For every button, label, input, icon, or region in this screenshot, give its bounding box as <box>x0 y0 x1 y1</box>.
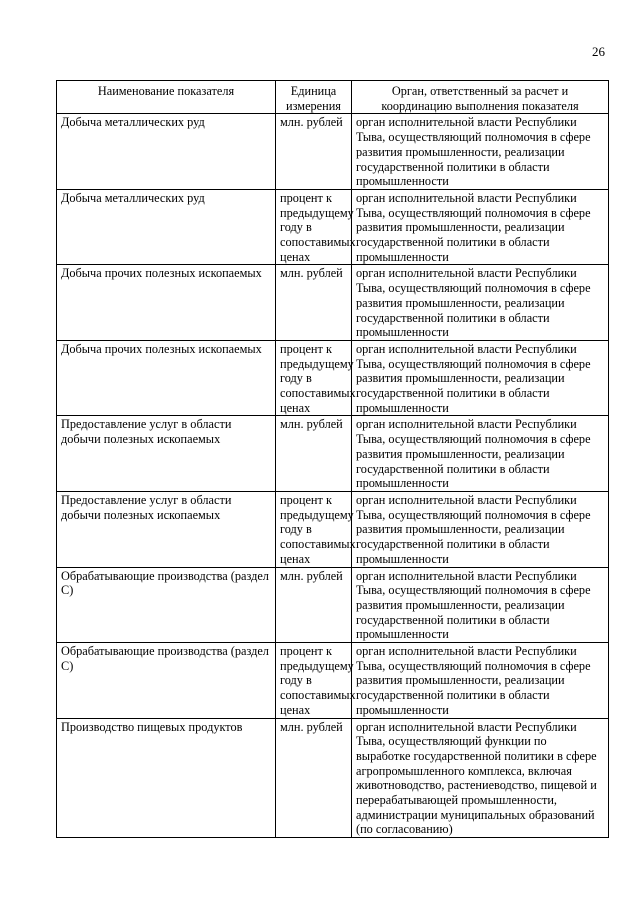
table-row <box>57 491 609 567</box>
unit-cell: млн. рублей <box>276 265 352 341</box>
table-row <box>57 567 609 643</box>
table-row <box>57 114 609 190</box>
header-indicator-name: Наименование показателя <box>57 81 276 114</box>
unit-cell: процент к предыдущему году в сопоставимых ценах <box>276 189 352 265</box>
unit-cell: процент к предыдущему году в сопоставимых ценах <box>276 643 352 719</box>
indicator-name-cell: Обрабатывающие производства (раздел С) <box>57 567 276 643</box>
indicator-name-cell: Добыча металлических руд <box>57 189 276 265</box>
organ-cell: орган исполнительной власти Республики Тыва, осуществляющий полномочия в сфере развития промышленности, реализации государственной политики в области промышленности <box>352 567 609 643</box>
page-number: 26 <box>592 44 605 59</box>
unit-cell: млн. рублей <box>276 567 352 643</box>
organ-cell: орган исполнительной власти Республики Тыва, осуществляющий полномочия в сфере развития промышленности, реализации государственной политики в области промышленности <box>352 114 609 190</box>
organ-cell: орган исполнительной власти Республики Тыва, осуществляющий полномочия в сфере развития промышленности, реализации государственной политики в области промышленности <box>352 491 609 567</box>
unit-cell: млн. рублей <box>276 114 352 190</box>
indicator-name-cell: Добыча прочих полезных ископаемых <box>57 265 276 341</box>
unit-cell: млн. рублей <box>276 718 352 838</box>
indicators-table <box>56 80 609 838</box>
organ-cell: орган исполнительной власти Республики Тыва, осуществляющий полномочия в сфере развития промышленности, реализации государственной политики в области промышленности <box>352 189 609 265</box>
indicator-name-cell: Добыча прочих полезных ископаемых <box>57 340 276 416</box>
unit-cell: процент к предыдущему году в сопоставимых ценах <box>276 340 352 416</box>
organ-cell: орган исполнительной власти Республики Тыва, осуществляющий функции по выработке государственной политики в сфере агропромышленного комплекса, включая животноводство, растениеводство, пищевой и перерабатывающей промышленности, администрации муниципальных образований (по согласованию) <box>352 718 609 838</box>
table-row <box>57 718 609 838</box>
organ-cell: орган исполнительной власти Республики Тыва, осуществляющий полномочия в сфере развития промышленности, реализации государственной политики в области промышленности <box>352 643 609 719</box>
indicator-name-cell: Предоставление услуг в области добычи полезных ископаемых <box>57 416 276 492</box>
table-header-row <box>57 81 609 114</box>
table-row <box>57 189 609 265</box>
indicator-name-cell: Добыча металлических руд <box>57 114 276 190</box>
organ-cell: орган исполнительной власти Республики Тыва, осуществляющий полномочия в сфере развития промышленности, реализации государственной политики в области промышленности <box>352 416 609 492</box>
header-unit: Единица измерения <box>276 81 352 114</box>
table-row <box>57 416 609 492</box>
indicator-name-cell: Предоставление услуг в области добычи полезных ископаемых <box>57 491 276 567</box>
table-row <box>57 643 609 719</box>
organ-cell: орган исполнительной власти Республики Тыва, осуществляющий полномочия в сфере развития промышленности, реализации государственной политики в области промышленности <box>352 340 609 416</box>
table-row <box>57 265 609 341</box>
header-responsible-organ: Орган, ответственный за расчет и координацию выполнения показателя <box>352 81 609 114</box>
unit-cell: процент к предыдущему году в сопоставимых ценах <box>276 491 352 567</box>
indicator-name-cell: Обрабатывающие производства (раздел С) <box>57 643 276 719</box>
table-row <box>57 340 609 416</box>
organ-cell: орган исполнительной власти Республики Тыва, осуществляющий полномочия в сфере развития промышленности, реализации государственной политики в области промышленности <box>352 265 609 341</box>
unit-cell: млн. рублей <box>276 416 352 492</box>
indicator-name-cell: Производство пищевых продуктов <box>57 718 276 838</box>
